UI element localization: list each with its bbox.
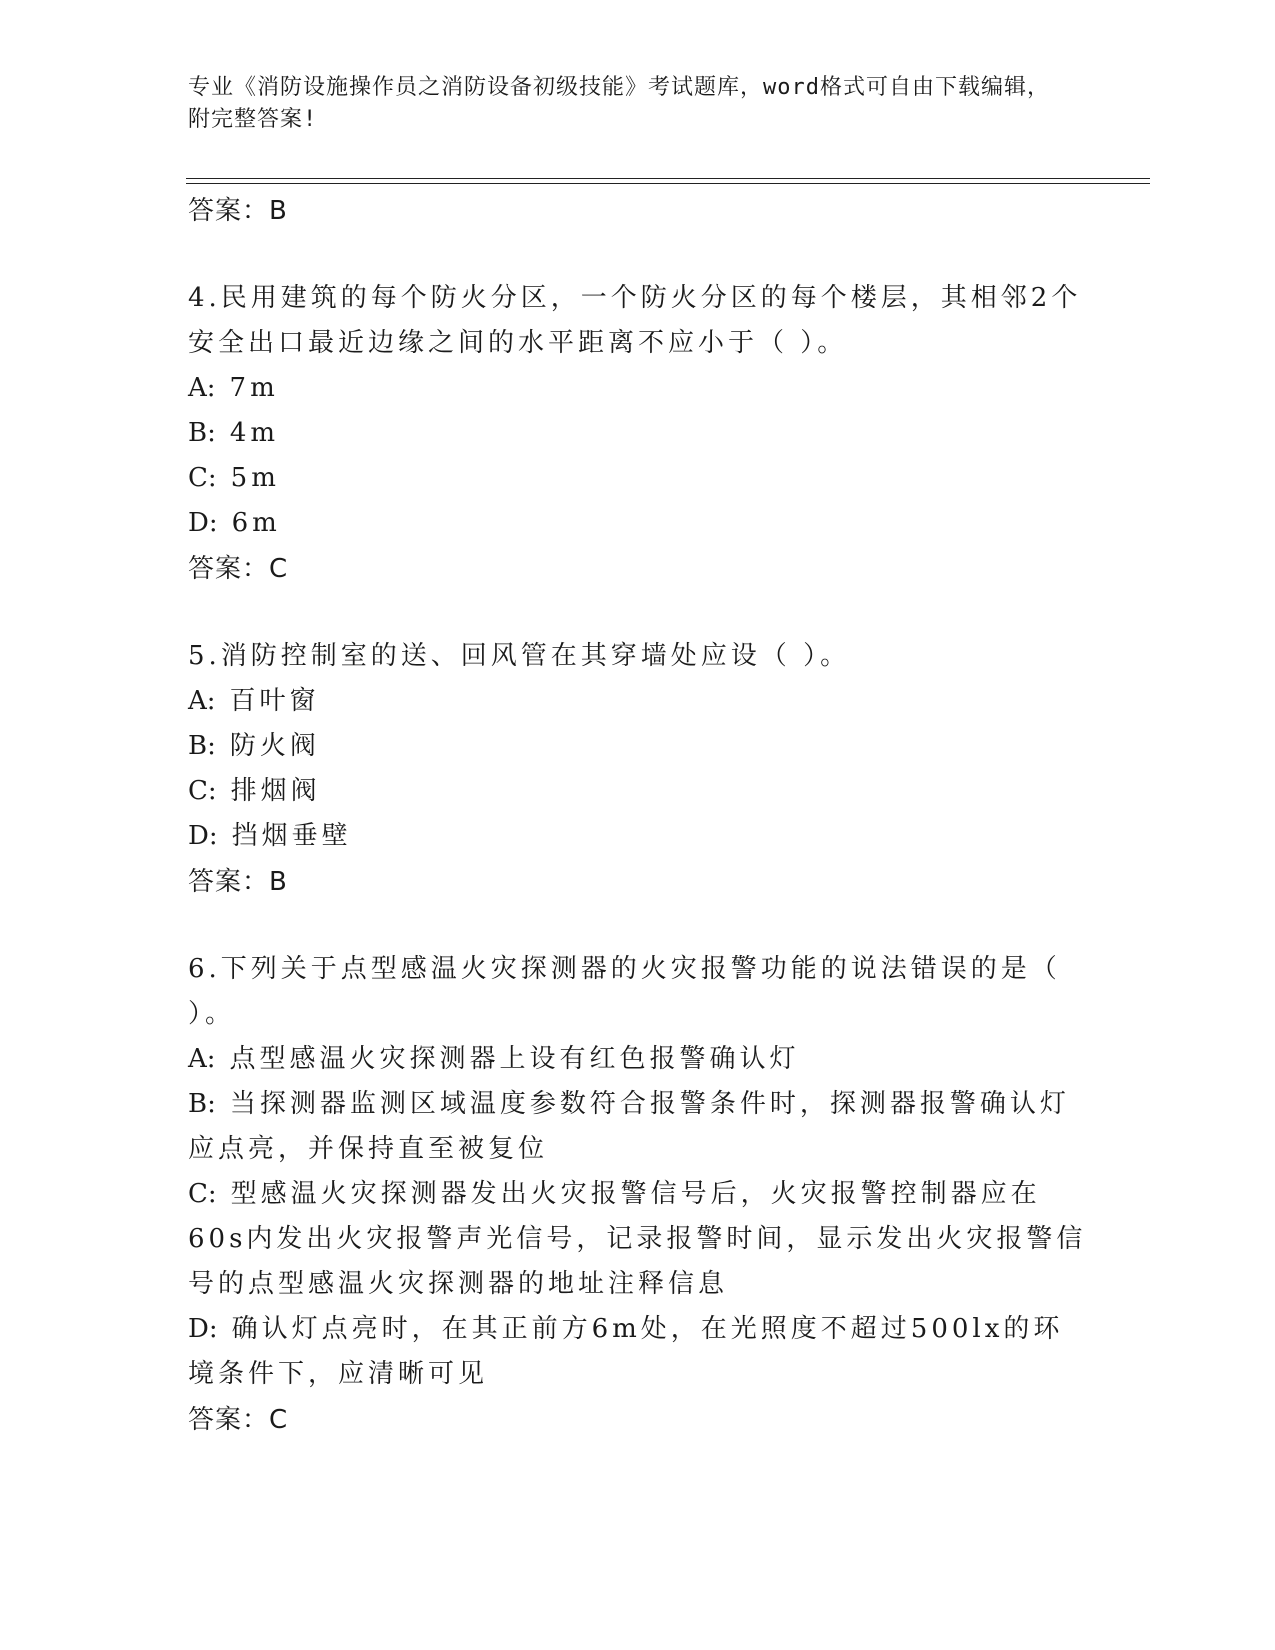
- option-c: [188, 769, 1088, 814]
- option-text: 点型感温火灾探测器上设有红色报警确认灯: [229, 1044, 800, 1074]
- option-b: [188, 411, 1088, 456]
- option-d: [188, 1307, 1088, 1397]
- answer-value: C: [269, 554, 289, 584]
- option-text: 4m: [229, 418, 280, 448]
- document-header: [188, 72, 1068, 136]
- option-text: 5m: [230, 463, 280, 493]
- header-rule-top: [186, 178, 1150, 179]
- question-answer: [188, 859, 1088, 905]
- option-text: 排烟阀: [230, 776, 321, 806]
- option-letter: B:: [188, 418, 216, 448]
- answer-value: B: [269, 196, 288, 226]
- option-letter: C:: [188, 463, 217, 493]
- option-letter: C:: [188, 1179, 217, 1209]
- option-text: 确认灯点亮时，在其正前方6m处，在光照度不超过500lx的环境条件下，应清晰可见: [188, 1314, 1064, 1389]
- answer-label: 答案：: [188, 867, 270, 897]
- question-6: [188, 947, 1088, 1443]
- option-a: [188, 679, 1088, 724]
- option-a: [188, 1037, 1088, 1082]
- option-c: [188, 456, 1088, 501]
- question-4: [188, 276, 1088, 592]
- question-answer: [188, 1397, 1088, 1443]
- previous-answer: [188, 188, 1088, 234]
- option-letter: D:: [188, 508, 218, 538]
- header-text: 专业《消防设施操作员之消防设备初级技能》考试题库，word格式可自由下载编辑，附完整答案!: [188, 75, 1050, 132]
- option-text: 百叶窗: [229, 686, 320, 716]
- answer-value: C: [269, 1405, 289, 1435]
- option-text: 6m: [231, 508, 281, 538]
- option-text: 7m: [229, 373, 279, 403]
- option-letter: B:: [188, 1089, 216, 1119]
- answer-value: B: [269, 867, 288, 897]
- option-b: [188, 1082, 1088, 1172]
- option-text: 防火阀: [229, 731, 320, 761]
- option-letter: A:: [188, 686, 216, 716]
- question-answer: [188, 546, 1088, 592]
- question-5: [188, 634, 1088, 905]
- option-c: [188, 1172, 1088, 1307]
- option-b: [188, 724, 1088, 769]
- option-text: 型感温火灾探测器发出火灾报警信号后，火灾报警控制器应在60s内发出火灾报警声光信号，记录报警时间，显示发出火灾报警信号的点型感温火灾探测器的地址注释信息: [188, 1179, 1087, 1299]
- option-letter: D:: [188, 1314, 218, 1344]
- option-text: 当探测器监测区域温度参数符合报警条件时，探测器报警确认灯应点亮，并保持直至被复位: [188, 1089, 1070, 1164]
- option-letter: B:: [188, 731, 216, 761]
- header-rule-bottom: [186, 183, 1150, 184]
- option-text: 挡烟垂壁: [231, 821, 352, 851]
- option-d: [188, 814, 1088, 859]
- document-body: [188, 188, 1088, 1443]
- option-letter: D:: [188, 821, 218, 851]
- answer-label: 答案：: [188, 196, 270, 226]
- option-letter: A:: [188, 373, 216, 403]
- question-stem: 5.消防控制室的送、回风管在其穿墙处应设（ ）。: [188, 641, 851, 671]
- option-letter: A:: [188, 1044, 216, 1074]
- option-a: [188, 366, 1088, 411]
- question-stem: 4.民用建筑的每个防火分区，一个防火分区的每个楼层，其相邻2个安全出口最近边缘之间的水平距离不应小于（ ）。: [188, 283, 1082, 358]
- option-d: [188, 501, 1088, 546]
- answer-label: 答案：: [188, 554, 270, 584]
- answer-label: 答案：: [188, 1405, 270, 1435]
- option-letter: C:: [188, 776, 217, 806]
- question-stem: 6.下列关于点型感温火灾探测器的火灾报警功能的说法错误的是（ ）。: [188, 954, 1061, 1029]
